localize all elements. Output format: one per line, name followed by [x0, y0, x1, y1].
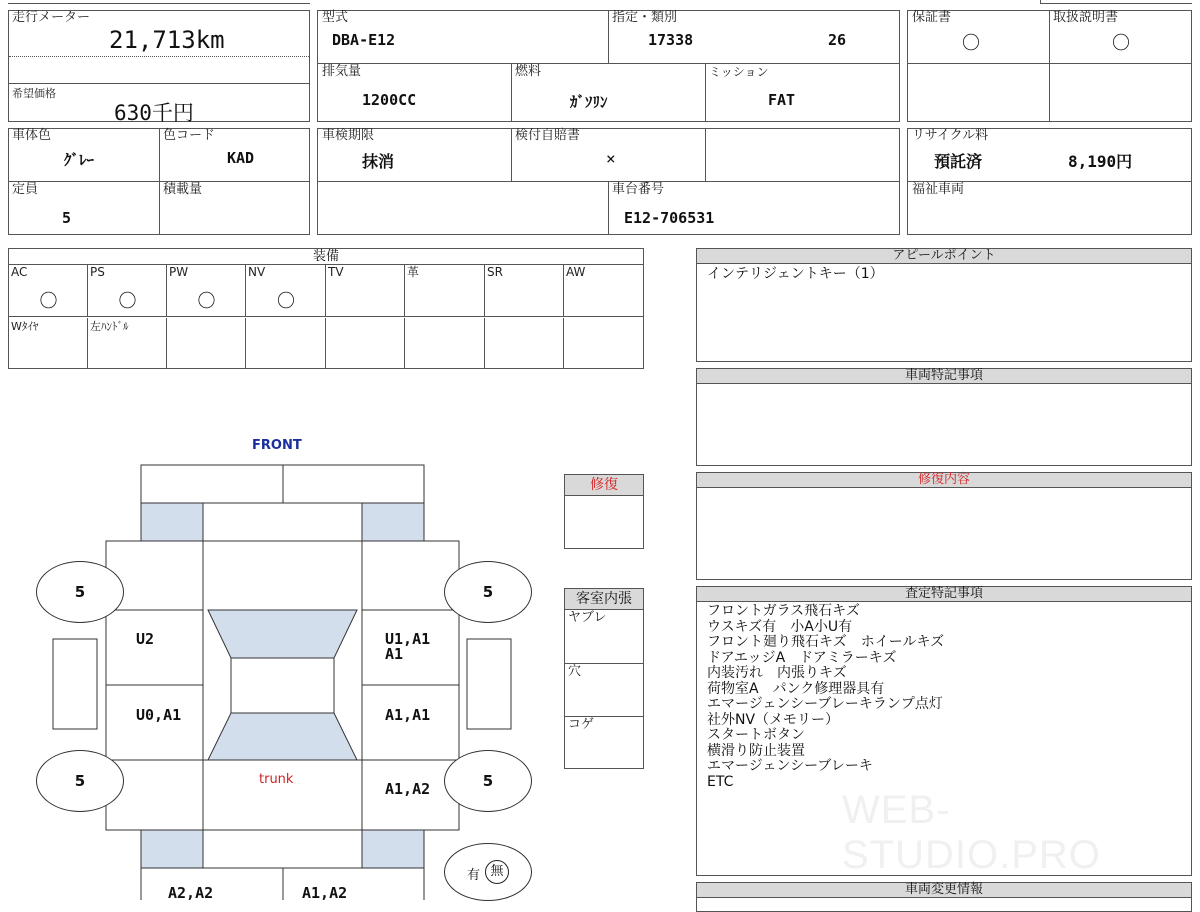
inspection-vdivider-3	[705, 129, 706, 181]
capacity-label: 定員	[12, 182, 39, 197]
tire-front-right: 5	[444, 561, 532, 623]
front-right-glass	[362, 503, 424, 541]
front-label: FRONT	[252, 438, 302, 453]
warranty-vdivider	[1049, 11, 1050, 121]
capacity-value: 5	[62, 209, 72, 227]
model-label: 型式	[322, 10, 349, 25]
appeal-text: インテリジェントキー（1）	[707, 266, 884, 282]
front-bumper-right	[283, 465, 424, 503]
equip-label: NV	[248, 265, 266, 279]
price-divider	[9, 83, 309, 84]
warranty-label: 保証書	[912, 10, 952, 25]
equip-label: PS	[90, 265, 105, 279]
repair-header: 修復	[564, 474, 644, 496]
assessment-line: エマージェンシーブレーキランプ点灯	[707, 696, 943, 712]
equipment-row-2	[9, 318, 643, 368]
equip-label: TV	[328, 265, 344, 279]
interior-row: 穴	[568, 664, 582, 679]
equip-cell	[9, 318, 88, 368]
hood-top	[203, 503, 362, 541]
assessment-line: 内装汚れ 内張りキズ	[707, 665, 847, 681]
model-block	[317, 10, 900, 122]
equipment-header: 装備	[9, 249, 643, 265]
windshield	[208, 610, 357, 658]
recycle-label: リサイクル料	[912, 128, 989, 143]
inspection-vdivider	[511, 129, 512, 181]
interior-row: コゲ	[568, 717, 595, 732]
front-bumper-left	[141, 465, 283, 503]
designation-label: 指定・類別	[612, 10, 678, 25]
repair-detail-header: 修復内容	[696, 472, 1192, 488]
interior-row: ヤブレ	[568, 610, 607, 625]
insurance-label: 検付自賠書	[515, 128, 581, 143]
equip-value: 〇	[118, 291, 137, 312]
equipment-table	[8, 248, 644, 369]
rear-right-glass	[362, 830, 424, 868]
equip-cell	[9, 265, 88, 317]
color-block	[8, 128, 310, 235]
designation-value: 17338	[648, 31, 694, 49]
warranty-hdivider	[908, 63, 1191, 64]
equip-label: AW	[566, 265, 586, 279]
assessment-line: フロント廻り飛石キズ ホイールキズ	[707, 634, 945, 650]
rear-left-glass	[141, 830, 203, 868]
transmission-label: ミッション	[709, 65, 769, 79]
trunk-label: trunk	[259, 772, 294, 787]
insurance-value: ×	[606, 149, 616, 168]
displacement-label: 排気量	[322, 64, 362, 79]
mileage-value: 21,713km	[109, 26, 225, 54]
change-info-header: 車両変更情報	[696, 882, 1192, 898]
appeal-box	[696, 248, 1192, 362]
manual-label: 取扱説明書	[1053, 10, 1119, 25]
tire-rear-left: 5	[36, 750, 124, 812]
recycle-status: 預託済	[934, 152, 983, 171]
tire-rear-right: 5	[444, 750, 532, 812]
equip-cell	[405, 318, 485, 368]
equip-label: Wﾀｲﾔ	[11, 320, 39, 333]
displacement-value: 1200CC	[362, 91, 417, 109]
equip-cell	[167, 318, 246, 368]
right-front-door-damage: U1,A1	[385, 630, 431, 648]
transmission-value: FAT	[768, 91, 796, 109]
repair-detail-box	[696, 472, 1192, 580]
recycle-value: 8,190円	[1068, 152, 1133, 171]
spare-no-circled: 無	[485, 860, 509, 884]
price-label: 希望価格	[12, 87, 56, 100]
assessment-line: 荷物室A パンク修理器具有	[707, 680, 885, 697]
equip-cell	[326, 265, 405, 317]
manual-value: 〇	[1112, 33, 1130, 54]
equip-cell	[326, 318, 405, 368]
left-front-door-damage: U2	[136, 630, 155, 648]
equip-cell	[564, 265, 643, 317]
color-hdivider	[9, 181, 309, 182]
class-value: 26	[828, 31, 847, 49]
rear-left-damage: A2,A2	[168, 884, 214, 902]
right-rear-door-damage: A1,A1	[385, 706, 431, 724]
equip-cell	[246, 318, 326, 368]
assessment-header: 査定特記事項	[696, 586, 1192, 602]
left-mirror	[53, 639, 97, 729]
watermark: WEB-STUDIO.PRO	[842, 788, 1101, 877]
load-label: 積載量	[163, 182, 203, 197]
equip-label: PW	[169, 265, 189, 279]
special-notes-box	[696, 368, 1192, 466]
equip-value: 〇	[197, 291, 216, 312]
welfare-label: 福祉車両	[912, 182, 965, 197]
spare-tire-indicator	[444, 843, 532, 901]
repair-box	[564, 474, 644, 549]
color-label: 車体色	[12, 128, 52, 143]
special-notes-header: 車両特記事項	[696, 368, 1192, 384]
equip-cell	[485, 318, 564, 368]
right-front-door-damage-2: A1	[385, 645, 404, 663]
equip-label: 革	[407, 265, 420, 279]
top-edge-right	[1040, 0, 1192, 4]
equip-value: 〇	[277, 291, 295, 312]
interior-box	[564, 588, 644, 769]
equip-label: AC	[11, 265, 28, 279]
assessment-line: ETC	[707, 773, 734, 790]
equip-cell	[88, 318, 167, 368]
assessment-line: エマージェンシーブレーキ	[707, 758, 873, 774]
rear-right-damage: A1,A2	[302, 884, 348, 902]
rear-window	[208, 713, 357, 760]
model-vdivider-3	[705, 63, 706, 121]
inspection-block	[317, 128, 900, 235]
equip-cell	[88, 265, 167, 317]
fuel-label: 燃料	[515, 64, 542, 79]
equip-cell	[485, 265, 564, 317]
tire-front-left: 5	[36, 561, 124, 623]
color-code-label: 色コード	[163, 128, 216, 143]
assessment-line: スタートボタン	[707, 727, 805, 743]
warranty-value: 〇	[962, 33, 980, 54]
color-code-value: KAD	[227, 149, 255, 167]
price-value: 630千円	[114, 101, 194, 125]
car-diagram	[0, 430, 560, 900]
equip-value: 〇	[39, 291, 58, 312]
left-rear-door-damage: U0,A1	[136, 706, 182, 724]
mileage-price-block	[8, 10, 310, 125]
chassis-value: E12-706531	[624, 209, 715, 227]
model-hdivider	[318, 63, 899, 64]
spare-yes: 有	[467, 868, 481, 883]
appeal-header: アピールポイント	[696, 248, 1192, 264]
color-value: ｸﾞﾚｰ	[64, 151, 95, 169]
change-info-box	[696, 882, 1192, 912]
model-vdivider-2	[511, 63, 512, 121]
inspection-vdivider-2	[608, 181, 609, 234]
warranty-block	[907, 10, 1192, 122]
assessment-line: 社外NV（メモリー）	[707, 711, 840, 728]
inspection-value: 抹消	[362, 152, 395, 171]
mileage-label: 走行メーター	[12, 10, 91, 25]
right-mirror	[467, 639, 511, 729]
top-edge	[8, 0, 310, 4]
equipment-row-1	[9, 265, 643, 317]
fuel-value: ｶﾞｿﾘﾝ	[570, 93, 608, 111]
equip-cell	[167, 265, 246, 317]
equip-label: SR	[487, 265, 503, 279]
equip-cell	[405, 265, 485, 317]
model-value: DBA-E12	[332, 31, 396, 49]
assessment-line: フロントガラス飛石キズ	[707, 603, 860, 619]
equip-label: 左ﾊﾝﾄﾞﾙ	[90, 320, 129, 333]
recycle-block	[907, 128, 1192, 235]
model-vdivider	[608, 11, 609, 63]
interior-header: 客室内張	[564, 588, 644, 610]
front-left-glass	[141, 503, 203, 541]
inspection-label: 車検期限	[322, 128, 375, 143]
equip-cell	[246, 265, 326, 317]
assessment-line: ドアエッジA ドアミラーキズ	[707, 649, 897, 666]
right-quarter-damage: A1,A2	[385, 780, 431, 798]
mileage-divider	[9, 56, 309, 57]
assessment-lines	[707, 604, 1177, 790]
chassis-label: 車台番号	[612, 182, 665, 197]
assessment-line: ウスキズ有 小A小U有	[707, 618, 853, 635]
roof	[231, 658, 334, 713]
assessment-line: 横滑り防止装置	[707, 742, 805, 759]
